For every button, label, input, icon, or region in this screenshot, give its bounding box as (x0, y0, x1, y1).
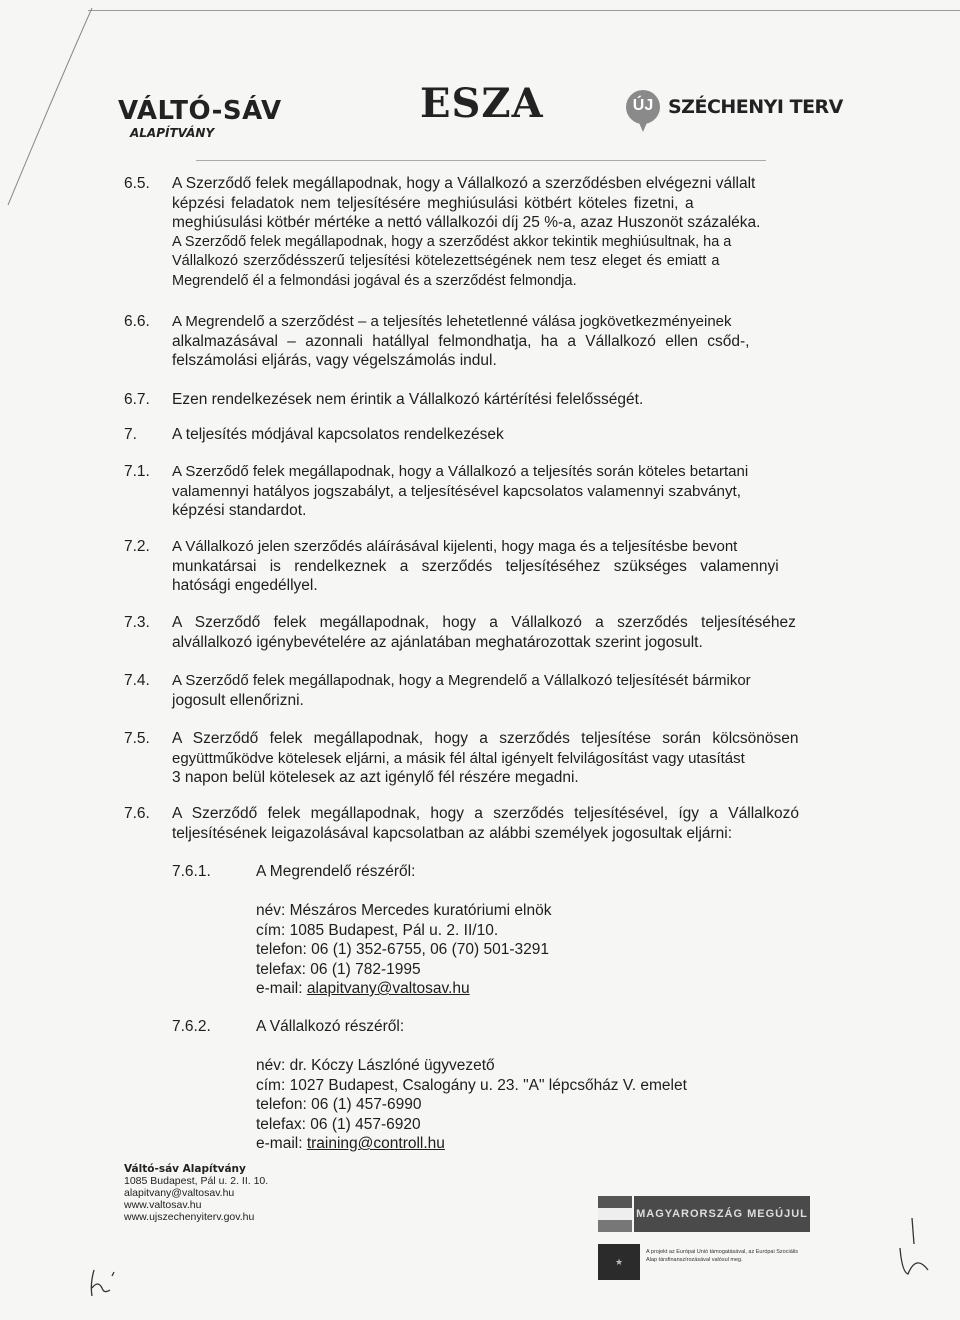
text-line: A Vállalkozó jelen szerződés aláírásával kijelenti, hogy maga és a teljesítésbe bevont (172, 538, 738, 555)
footer-website: www.ujszechenyiterv.gov.hu (124, 1211, 255, 1223)
text-line: A Szerződő felek megállapodnak, hogy a Vállalkozó a teljesítés során köteles betartani (172, 463, 749, 480)
text-line: A Szerződő felek megállapodnak, hogy a szerződés teljesítésével, így a Vállalkozó (172, 805, 799, 822)
contact-phone: telefon: 06 (1) 352-6755, 06 (70) 501-3291 (256, 941, 549, 958)
text-line: A Szerződő felek megállapodnak, hogy a Vállalkozó a szerződésben elvégezni vállalt (172, 175, 756, 192)
contact-address: cím: 1027 Budapest, Csalogány u. 23. "A" lépcsőház V. emelet (256, 1076, 687, 1094)
email-label: e-mail: (256, 980, 307, 997)
section-text (172, 804, 812, 843)
section-text (172, 613, 812, 652)
contractor-contact-block (256, 1056, 776, 1154)
footer-address: 1085 Budapest, Pál u. 2. II. 10. (124, 1175, 269, 1187)
signature-initial-left (84, 1262, 124, 1302)
eu-flag-icon: ★ (598, 1244, 640, 1280)
esza-logo-text: ESZA (420, 80, 544, 127)
contact-phone: telefon: 06 (1) 457-6990 (256, 1096, 422, 1113)
footer-website: www.valtosav.hu (124, 1199, 202, 1211)
text-line: felszámolási eljárás, vagy végelszámolás indul. (172, 352, 497, 369)
page-header (0, 0, 960, 165)
section-number: 7.3. (124, 614, 150, 631)
header-rule (196, 160, 766, 161)
pin-label: ÚJ (632, 97, 654, 114)
magyarorszag-megujul-badge (598, 1196, 810, 1232)
text-line: A Vállalkozó részéről: (256, 1018, 405, 1035)
valto-sav-logo-subtext: ALAPÍTVÁNY (130, 126, 215, 140)
text-line: A Megrendelő részéről: (256, 863, 416, 880)
section-number: 7.1. (124, 463, 150, 480)
section-number: 6.5. (124, 175, 150, 192)
footer-email: alapitvany@valtosav.hu (124, 1187, 235, 1199)
section-number: 6.7. (124, 391, 150, 408)
badge-text: MAGYARORSZÁG MEGÚJUL (634, 1196, 810, 1232)
text-line: teljesítésének leigazolásával kapcsolatban az alábbi személyek jogosultak eljárni: (172, 824, 733, 842)
text-line: A Szerződő felek megállapodnak, hogy a Vállalkozó a szerződés teljesítéséhez (172, 614, 796, 631)
section-text (172, 174, 812, 291)
text-line: jogosult ellenőrizni. (172, 691, 304, 709)
section-number: 6.6. (124, 313, 150, 330)
text-line: hatósági engedéllyel. (172, 577, 318, 594)
contact-fax: telefax: 06 (1) 457-6920 (256, 1115, 421, 1133)
section-number: 7.4. (124, 672, 150, 689)
section-number: 7.2. (124, 538, 150, 555)
esza-logo-small-print (420, 127, 530, 133)
email-label: e-mail: (256, 1135, 307, 1152)
section-number: 7.6.2. (172, 1018, 211, 1035)
valto-sav-logo (118, 96, 282, 140)
text-line: A teljesítés módjával kapcsolatos rendelkezések (172, 426, 504, 443)
text-line: Megrendelő él a felmondási jogával és a szerződést felmondja. (172, 272, 577, 289)
text-line: képzési feladatok nem teljesítésére meghiúsulási kötbért köteles fizetni, a (172, 194, 694, 212)
section-heading (256, 1017, 786, 1037)
section-text (172, 462, 812, 521)
text-line: alvállalkozó igénybevételére az ajánlatában meghatározottak szerint jogosult. (172, 633, 703, 651)
contact-email-link[interactable]: training@controll.hu (306, 1135, 445, 1152)
szechenyi-terv-logo (626, 90, 843, 124)
eu-funding-badge (598, 1244, 810, 1280)
top-rule (88, 10, 960, 11)
text-line: meghiúsulási kötbér mértéke a nettó vállalkozói díj 25 %-a, azaz Huszonöt százaléka. (172, 214, 761, 231)
section-text (172, 537, 812, 596)
contact-email-link[interactable]: alapitvany@valtosav.hu (306, 980, 470, 997)
contact-name: név: dr. Kóczy Lászlóné ügyvezető (256, 1057, 495, 1074)
left-edge-curve (0, 0, 100, 220)
contact-name: név: Mészáros Mercedes kuratóriumi elnök (256, 902, 552, 919)
text-line: alkalmazásával – azonnali hatállyal felmondhatja, ha a Vállalkozó ellen csőd-, (172, 332, 750, 350)
text-line: együttműködve kötelesek eljárni, a másik fél által igényelt felvilágosítást vagy utasítást (172, 749, 745, 767)
eu-funding-text: A projekt az Európai Unió támogatásával, az Európai Szociális Alap társfinanszírozásával valósul meg. (646, 1249, 798, 1263)
text-line: A Szerződő felek megállapodnak, hogy a szerződést akkor tekintik meghiúsultnak, ha a (172, 233, 732, 250)
text-line: A Szerződő felek megállapodnak, hogy a Megrendelő a Vállalkozó teljesítését bármikor (172, 672, 751, 689)
text-line: valamennyi hatályos jogszabályt, a teljesítésével kapcsolatos valamennyi szabványt, (172, 482, 741, 500)
section-text (172, 671, 812, 710)
text-line: képzési standardot. (172, 502, 307, 519)
esza-logo (420, 80, 544, 133)
section-heading (256, 862, 786, 882)
text-line: munkatársai is rendelkeznek a szerződés teljesítéséhez szükséges valamennyi (172, 557, 779, 575)
contact-fax: telefax: 06 (1) 782-1995 (256, 960, 421, 978)
section-text (172, 390, 812, 410)
section-heading (172, 425, 812, 445)
section-text (172, 729, 812, 788)
hungarian-flag-icon (598, 1196, 632, 1232)
text-line: A Megrendelő a szerződést – a teljesítés lehetetlenné válása jogkövetkezményeinek (172, 313, 732, 330)
customer-contact-block (256, 901, 776, 999)
section-number: 7. (124, 426, 137, 443)
section-number: 7.6.1. (172, 863, 211, 880)
contact-address: cím: 1085 Budapest, Pál u. 2. II/10. (256, 921, 499, 939)
text-line: A Szerződő felek megállapodnak, hogy a szerződés teljesítése során kölcsönösen (172, 730, 799, 747)
text-line: 3 napon belül kötelesek az azt igénylő fél részére megadni. (172, 769, 579, 786)
map-pin-icon (626, 90, 660, 124)
section-text (172, 312, 812, 371)
signature-initial-right (888, 1214, 938, 1284)
contact-email-row (256, 979, 776, 999)
section-number: 7.5. (124, 730, 150, 747)
footer-address-block (124, 1163, 268, 1223)
szechenyi-terv-text: SZÉCHENYI TERV (668, 96, 843, 118)
contact-email-row (256, 1134, 776, 1154)
section-number: 7.6. (124, 805, 150, 822)
valto-sav-logo-text: VÁLTÓ-SÁV (118, 96, 282, 126)
text-line: Ezen rendelkezések nem érintik a Vállalkozó kártérítési felelősségét. (172, 391, 644, 408)
text-line: Vállalkozó szerződésszerű teljesítési kötelezettségének nem tesz eleget és emiatt a (172, 253, 720, 269)
footer-org-name: Váltó-sáv Alapítvány (124, 1163, 246, 1175)
